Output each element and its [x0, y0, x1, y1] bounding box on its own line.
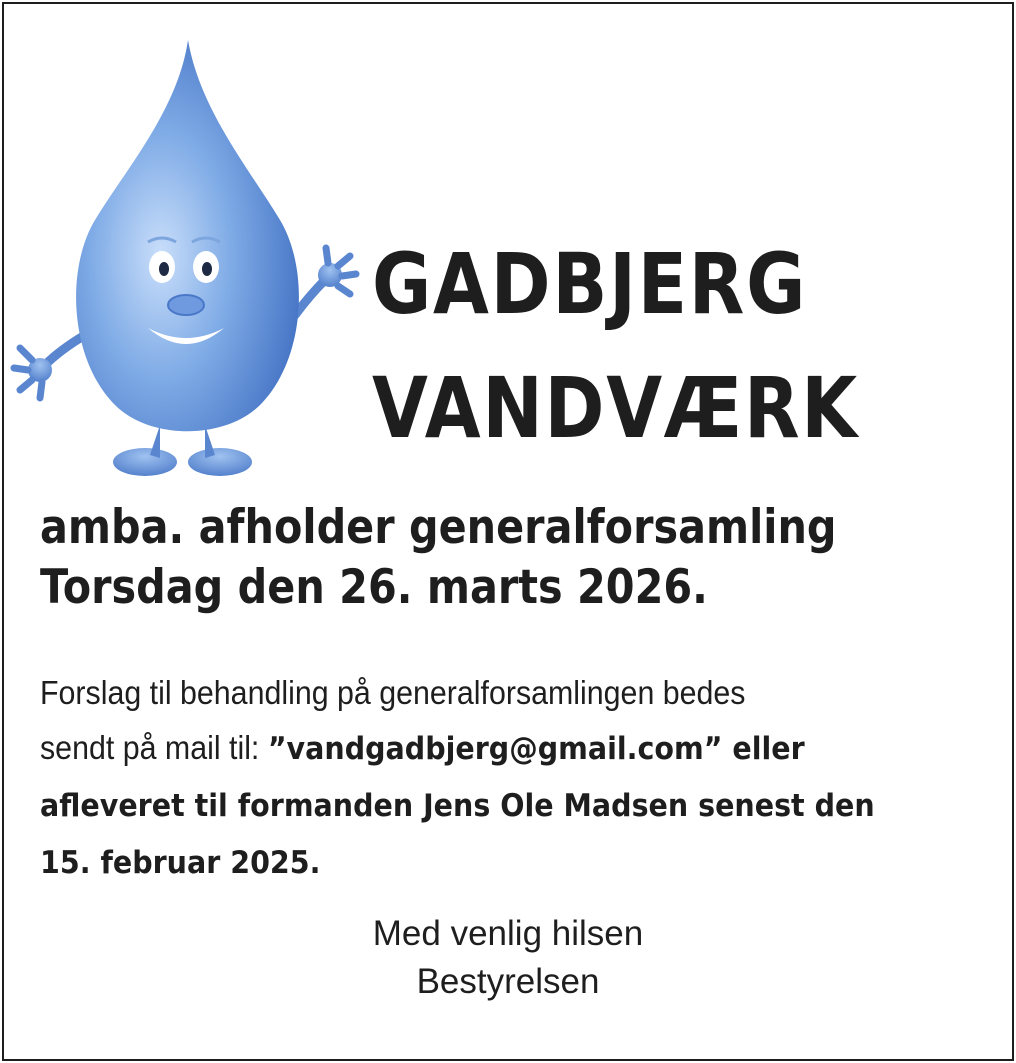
closing: [0, 910, 1016, 1006]
body-text: [40, 665, 960, 891]
body-line-3: [40, 777, 960, 834]
title-line-2: VANDVÆRK: [372, 359, 859, 457]
page-title: [372, 222, 905, 470]
body-line-1: Forslag til behandling på generalforsamlingen bedes: [40, 674, 746, 711]
email-text: ”vandgadbjerg@gmail.com” eller: [267, 731, 805, 767]
deadline-text: 15. februar 2025.: [40, 845, 321, 881]
greeting: Med venlig hilsen: [372, 914, 644, 953]
signature: Bestyrelsen: [416, 962, 600, 1001]
body-line-3-bold: afleveret til formanden Jens Ole Madsen senest den: [40, 788, 875, 824]
body-line-2: [40, 720, 960, 777]
water-drop-mascot-icon: [10, 30, 370, 490]
announcement: [40, 498, 885, 618]
announcement-line-2: Torsdag den 26. marts 2026.: [40, 560, 708, 615]
body-line-4: [40, 834, 960, 891]
body-line-2-plain: sendt på mail til:: [40, 729, 268, 766]
announcement-line-1: amba. afholder generalforsamling: [40, 500, 837, 555]
title-line-1: GADBJERG: [372, 235, 808, 333]
